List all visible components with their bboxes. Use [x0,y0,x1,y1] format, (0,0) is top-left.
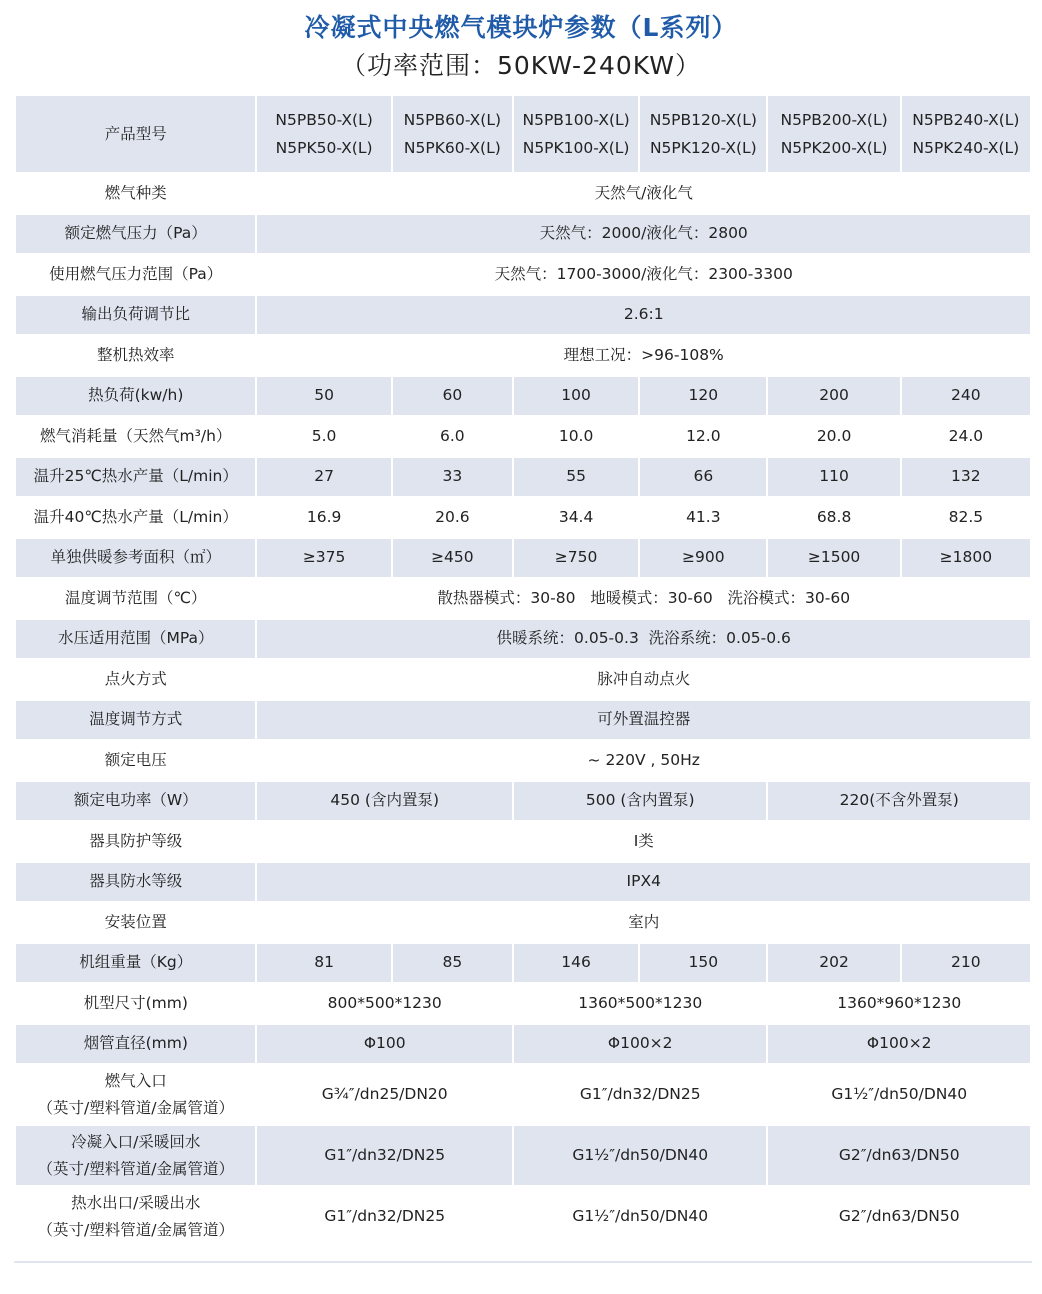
table-row-efficiency [16,336,1030,375]
row-label: 器具防护等级 [89,831,183,850]
spec-table [14,94,1032,1248]
row-label: 燃气种类 [104,183,167,202]
row-label: 热负荷(kw/h) [16,377,255,416]
row-value: G2″/dn63/DN50 [768,1126,1030,1185]
row-value: 110 [768,458,899,497]
table-row-temp-range [16,579,1030,618]
row-value: 132 [902,458,1030,497]
row-value: 理想工况：>96-108% [563,345,724,364]
table-row-hot-outlet [16,1187,1030,1246]
row-value: 天然气：2000/液化气：2800 [257,215,1030,254]
row-value: G1″/dn32/DN25 [257,1126,512,1185]
row-value: 33 [393,458,512,497]
row-label: 安装位置 [104,912,167,931]
row-value: G¾″/dn25/DN20 [321,1085,448,1103]
row-label: 冷凝入口/采暖回水 （英寸/塑料管道/金属管道） [16,1126,255,1185]
model-cell: N5PB240-X(L) N5PK240-X(L) [902,96,1030,172]
table-row-rated-pressure [16,215,1030,254]
table-row-heating-area [16,539,1030,578]
row-value: 可外置温控器 [257,701,1030,740]
row-value: 120 [640,377,766,416]
row-value: 200 [768,377,899,416]
row-value: 146 [514,944,638,983]
table-row-turndown [16,296,1030,335]
row-value: 202 [768,944,899,983]
row-value: 800*500*1230 [327,993,442,1012]
row-label: 温升40℃热水产量（L/min） [33,507,238,526]
table-row-pressure-range [16,255,1030,294]
model-cell: N5PB100-X(L) N5PK100-X(L) [514,96,638,172]
row-value: 27 [257,458,390,497]
row-label: 机型尺寸(mm) [83,993,188,1012]
row-label: 额定电功率（W） [16,782,255,821]
row-label: 温升25℃热水产量（L/min） [16,458,255,497]
table-row-model [16,96,1030,172]
table-row-protection-class [16,822,1030,861]
row-value: ≥375 [257,539,390,578]
row-value: 20.0 [816,426,852,445]
bottom-divider [14,1261,1032,1263]
row-value: 85 [393,944,512,983]
row-value: 室内 [628,912,660,931]
table-row-hot-water-40 [16,498,1030,537]
page-subtitle: （功率范围：50KW-240KW） [341,51,701,80]
row-value: 150 [640,944,766,983]
row-value: ≥900 [640,539,766,578]
row-label: 额定电压 [104,750,167,769]
row-value: 210 [902,944,1030,983]
row-value: 240 [902,377,1030,416]
row-value: 50 [257,377,390,416]
row-label: 燃气入口 （英寸/塑料管道/金属管道） [37,1071,234,1117]
row-value: 脉冲自动点火 [597,669,691,688]
row-value: 100 [514,377,638,416]
row-value: 34.4 [558,507,594,526]
row-value: 天然气/液化气 [594,183,693,202]
row-value: 10.0 [558,426,594,445]
row-label: 整机热效率 [96,345,175,364]
row-value: 散热器模式：30-80 地暖模式：30-60 洗浴模式：30-60 [437,588,851,607]
row-value: G1½″/dn50/DN40 [831,1085,968,1103]
row-value: 6.0 [440,426,465,445]
row-value: 81 [257,944,390,983]
row-value: ≥450 [393,539,512,578]
model-cell: N5PB120-X(L) N5PK120-X(L) [640,96,766,172]
row-value: 450 (含内置泵) [257,782,512,821]
row-value: Φ100 [257,1025,512,1064]
row-label: 燃气消耗量（天然气m³/h） [40,426,232,445]
row-value: 20.6 [435,507,470,526]
row-value: 41.3 [686,507,721,526]
row-value: 55 [514,458,638,497]
table-row-rated-power [16,782,1030,821]
table-row-temp-control [16,701,1030,740]
row-label: 器具防水等级 [16,863,255,902]
row-value: 60 [393,377,512,416]
row-value: 16.9 [306,507,342,526]
row-label: 点火方式 [104,669,167,688]
model-cell: N5PB200-X(L) N5PK200-X(L) [768,96,899,172]
row-label: 水压适用范围（MPa） [16,620,255,659]
table-row-gas-inlet [16,1065,1030,1124]
row-value: 66 [640,458,766,497]
table-row-heat-load [16,377,1030,416]
row-label: 输出负荷调节比 [16,296,255,335]
row-value: 1360*500*1230 [578,993,703,1012]
row-label: 额定燃气压力（Pa） [16,215,255,254]
table-row-waterproof [16,863,1030,902]
row-value: 82.5 [948,507,984,526]
row-label: 温度调节方式 [16,701,255,740]
table-row-rated-voltage [16,741,1030,780]
row-value: 220(不含外置泵) [768,782,1030,821]
row-value: 供暖系统：0.05-0.3 洗浴系统：0.05-0.6 [257,620,1030,659]
table-row-install [16,903,1030,942]
table-row-ignition [16,660,1030,699]
page-title: 冷凝式中央燃气模块炉参数（L系列） [304,13,738,42]
row-label: 机组重量（Kg） [16,944,255,983]
row-value: Φ100×2 [514,1025,766,1064]
row-value: ~ 220V , 50Hz [587,750,700,769]
row-value: 5.0 [311,426,337,445]
row-label: 单独供暖参考面积（㎡） [16,539,255,578]
row-label: 烟管直径(mm) [16,1025,255,1064]
row-value: ≥1800 [902,539,1030,578]
table-row-return-inlet [16,1126,1030,1185]
row-value: 500 (含内置泵) [514,782,766,821]
table-row-hot-water-25 [16,458,1030,497]
row-value: G1½″/dn50/DN40 [514,1126,766,1185]
row-value: G1″/dn32/DN25 [324,1207,446,1225]
row-value: G1″/dn32/DN25 [579,1085,701,1103]
row-label: 温度调节范围（℃） [65,588,207,607]
row-value: ≥750 [514,539,638,578]
row-value: G2″/dn63/DN50 [838,1207,960,1225]
table-row-weight [16,944,1030,983]
table-row-dimensions [16,984,1030,1023]
table-row-flue [16,1025,1030,1064]
row-value: Φ100×2 [768,1025,1030,1064]
row-value: 12.0 [686,426,721,445]
table-row-water-pressure [16,620,1030,659]
row-value: IPX4 [257,863,1030,902]
row-label: 热水出口/采暖出水 （英寸/塑料管道/金属管道） [37,1193,234,1239]
row-value: I类 [633,831,654,850]
table-row-gas-type [16,174,1030,213]
row-label: 产品型号 [16,96,255,172]
table-row-gas-consumption [16,417,1030,456]
row-value: G1½″/dn50/DN40 [572,1207,709,1225]
row-value: 天然气：1700-3000/液化气：2300-3300 [494,264,793,283]
row-value: ≥1500 [768,539,899,578]
model-cell: N5PB50-X(L) N5PK50-X(L) [257,96,390,172]
row-value: 24.0 [948,426,984,445]
model-cell: N5PB60-X(L) N5PK60-X(L) [393,96,512,172]
row-value: 1360*960*1230 [837,993,962,1012]
row-value: 2.6:1 [257,296,1030,335]
row-label: 使用燃气压力范围（Pa） [49,264,223,283]
row-value: 68.8 [816,507,852,526]
